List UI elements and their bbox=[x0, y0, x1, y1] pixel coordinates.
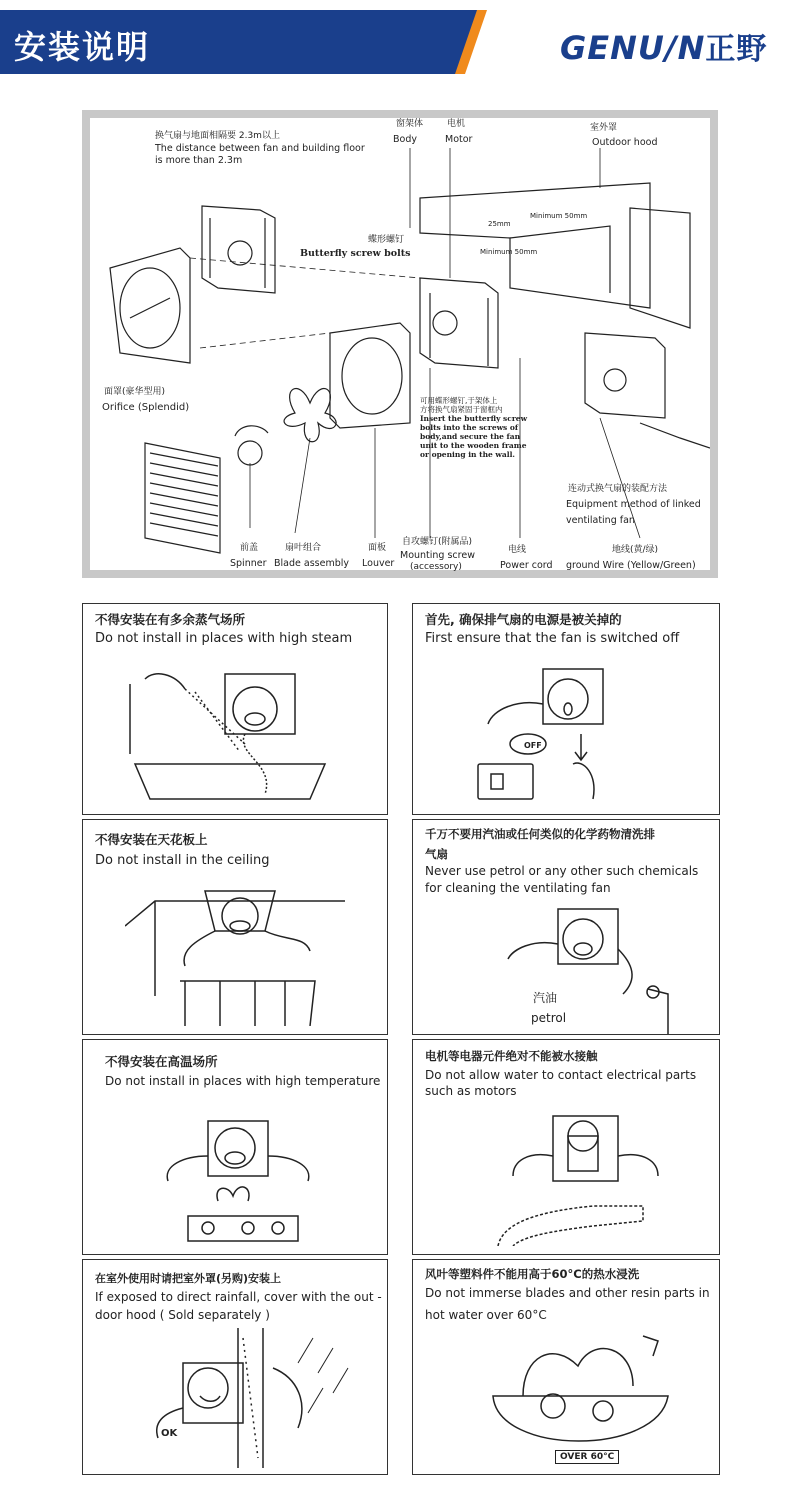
label-motor-en: Motor bbox=[445, 134, 473, 145]
label-note-cn2: 方将换气扇紧固于窗框内 bbox=[420, 405, 503, 414]
caution-hot-water-en2: hot water over 60°C bbox=[425, 1308, 547, 1322]
label-ground-en: ground Wire (Yellow/Green) bbox=[566, 560, 696, 571]
diagram-canvas bbox=[90, 118, 710, 570]
caution-steam-cn: 不得安装在有多余蒸气场所 bbox=[95, 612, 246, 627]
caution-grid bbox=[82, 603, 718, 1475]
caution-hot-water bbox=[412, 1259, 720, 1475]
hood-shape bbox=[630, 208, 690, 328]
label-distance-cn: 换气扇与地面相隔要 2.3m以上 bbox=[155, 131, 280, 141]
caution-petrol-en1: Never use petrol or any other such chemicals bbox=[425, 864, 699, 878]
petrol-label-cn: 汽油 bbox=[533, 991, 558, 1005]
orifice-panel-shape bbox=[110, 248, 190, 363]
label-distance-en2: is more than 2.3m bbox=[155, 155, 243, 166]
caution-ceiling bbox=[82, 819, 388, 1035]
label-hood-en: Outdoor hood bbox=[592, 137, 658, 148]
caution-hot-water-en1: Do not immerse blades and other resin parts in bbox=[425, 1286, 710, 1300]
outdoor-hood-illustration bbox=[138, 1328, 358, 1468]
caution-steam bbox=[82, 603, 388, 815]
label-body-en: Body bbox=[393, 134, 417, 145]
label-hood-cn: 室外罩 bbox=[590, 123, 618, 133]
petrol-illustration bbox=[473, 904, 673, 1034]
caution-outdoor-hood bbox=[82, 1259, 388, 1475]
high-temp-illustration bbox=[143, 1106, 343, 1246]
label-mount-en2: (accessory) bbox=[410, 562, 462, 572]
label-butterfly-cn: 蝶形螺钉 bbox=[368, 235, 405, 245]
page-title: 安装说明 bbox=[14, 28, 151, 66]
caution-hot-water-cn: 风叶等塑料件不能用高于60°C的热水浸洗 bbox=[425, 1267, 640, 1281]
label-blade-en: Blade assembly bbox=[274, 558, 349, 569]
blade-shape bbox=[284, 389, 336, 442]
logo-cn: 正野 bbox=[705, 32, 768, 67]
label-mount-cn: 自攻螺钉(附属品) bbox=[402, 537, 473, 547]
caution-petrol-en2: for cleaning the ventilating fan bbox=[425, 881, 611, 895]
brand-logo bbox=[560, 24, 767, 68]
frame-small-shape bbox=[202, 206, 275, 293]
caution-switch-off bbox=[412, 603, 720, 815]
caution-ceiling-en: Do not install in the ceiling bbox=[95, 853, 270, 868]
caution-high-temp bbox=[82, 1039, 388, 1255]
off-label: OFF bbox=[524, 741, 542, 750]
over-60-label: OVER 60°C bbox=[555, 1450, 619, 1464]
logo-latin: GENU/N bbox=[560, 29, 706, 67]
label-distance-en1: The distance between fan and building floor bbox=[155, 143, 365, 154]
steam-illustration bbox=[125, 664, 345, 804]
caution-switch-off-en: First ensure that the fan is switched off bbox=[425, 631, 680, 646]
page-header bbox=[0, 0, 790, 86]
label-note-en5: or opening in the wall. bbox=[420, 450, 516, 459]
caution-outdoor-hood-en1: If exposed to direct rainfall, cover with the out - bbox=[95, 1290, 382, 1304]
label-note-cn1: 可用蝶形螺钉,于架体上 bbox=[420, 396, 498, 405]
label-note-en2: bolts into the screws of bbox=[420, 423, 519, 432]
caution-ceiling-cn: 不得安装在天花板上 bbox=[95, 832, 208, 847]
spinner-shape bbox=[238, 441, 262, 465]
label-cord-cn: 电线 bbox=[508, 545, 527, 555]
label-note-en1: Insert the butterfly screw bbox=[420, 414, 528, 423]
label-minimum-1: Minimum 50mm bbox=[480, 248, 538, 256]
caution-high-temp-cn: 不得安装在高温场所 bbox=[105, 1054, 218, 1069]
caution-petrol bbox=[412, 819, 720, 1035]
caution-outdoor-hood-cn: 在室外使用时请把室外罩(另购)安装上 bbox=[95, 1272, 282, 1285]
label-louver-en: Louver bbox=[362, 558, 395, 569]
label-note-en4: unit to the wooden frame bbox=[420, 441, 527, 450]
label-motor-cn: 电机 bbox=[447, 119, 466, 129]
hot-water-illustration bbox=[483, 1326, 683, 1466]
petrol-label-en: petrol bbox=[531, 1011, 567, 1025]
label-mount-en1: Mounting screw bbox=[400, 550, 475, 561]
body-center-shape bbox=[420, 278, 498, 368]
label-spinner-cn: 前盖 bbox=[240, 543, 259, 553]
label-minimum-2: Minimum 50mm bbox=[530, 212, 588, 220]
caution-high-temp-en: Do not install in places with high temperature bbox=[105, 1074, 381, 1088]
switch-off-illustration bbox=[473, 664, 673, 804]
caution-water-en1: Do not allow water to contact electrical parts bbox=[425, 1068, 697, 1082]
label-cord-en: Power cord bbox=[500, 560, 553, 571]
label-blade-cn: 扇叶组合 bbox=[285, 543, 322, 553]
ok-label: OK bbox=[161, 1428, 178, 1439]
caution-outdoor-hood-en2: door hood ( Sold separately ) bbox=[95, 1308, 270, 1322]
caution-water bbox=[412, 1039, 720, 1255]
label-linked-en1: Equipment method of linked bbox=[566, 499, 701, 510]
installation-diagram bbox=[82, 110, 718, 578]
label-orifice-en: Orifice (Splendid) bbox=[102, 402, 190, 413]
caution-switch-off-cn: 首先, 确保排气扇的电源是被关掉的 bbox=[425, 612, 622, 627]
caution-petrol-cn2: 气扇 bbox=[425, 847, 448, 861]
caution-steam-en: Do not install in places with high steam bbox=[95, 631, 353, 646]
water-illustration bbox=[483, 1106, 683, 1246]
ceiling-illustration bbox=[125, 886, 345, 1026]
label-ground-cn: 地线(黄/绿) bbox=[612, 545, 659, 555]
label-butterfly-en: Butterfly screw bolts bbox=[300, 248, 411, 259]
label-note-en3: body,and secure the fan bbox=[420, 432, 521, 441]
label-spinner-en: Spinner bbox=[230, 558, 267, 569]
label-orifice-cn: 面罩(豪华型用) bbox=[104, 387, 166, 397]
label-louver-cn: 面板 bbox=[368, 543, 387, 553]
caution-petrol-cn: 千万不要用汽油或任何类似的化学药物清洗排 bbox=[425, 827, 655, 841]
label-linked-cn: 连动式换气扇的装配方法 bbox=[568, 484, 668, 494]
caution-water-cn: 电机等电器元件绝对不能被水接触 bbox=[425, 1049, 598, 1063]
label-linked-en2: ventilating fan bbox=[566, 515, 635, 526]
label-dim-25mm: 25mm bbox=[488, 220, 511, 228]
label-body-cn: 窗架体 bbox=[396, 119, 424, 129]
caution-water-en2: such as motors bbox=[425, 1084, 517, 1098]
